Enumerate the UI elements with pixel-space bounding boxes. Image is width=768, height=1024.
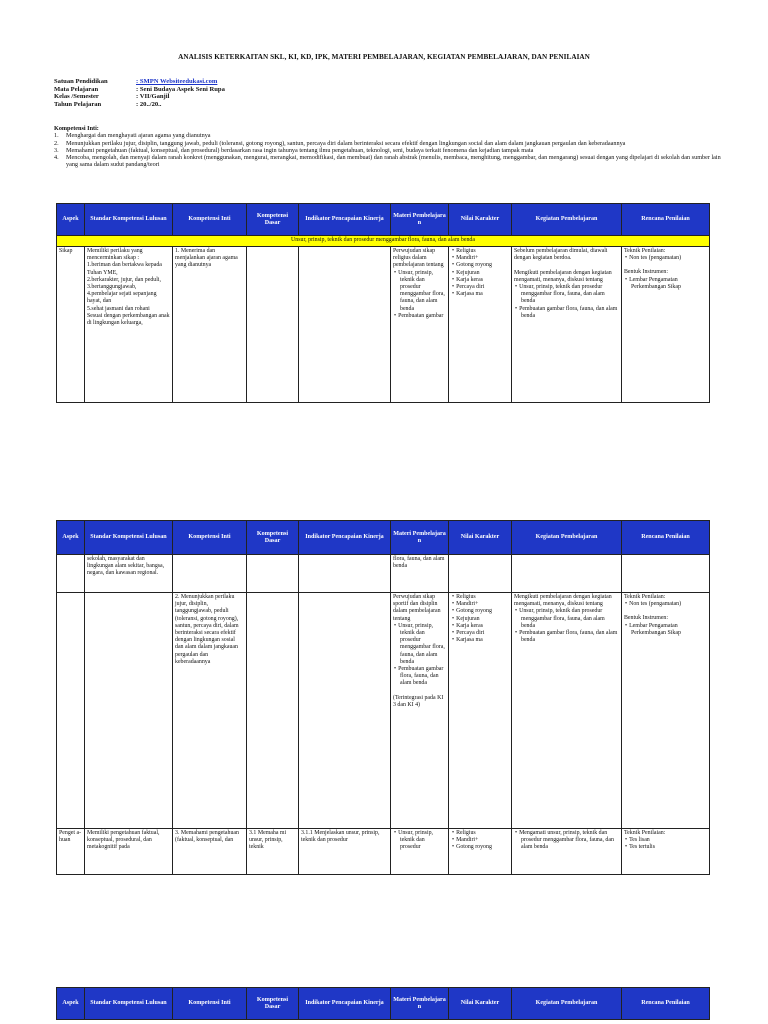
cell-materi: flora, fauna, dan alam benda — [391, 555, 449, 593]
list-item: • Pembuatan gambar flora, fauna, dan alam benda — [521, 630, 619, 644]
list-item: • Karjasa ma — [458, 637, 509, 644]
list-item: • Pembuatan gambar — [400, 313, 446, 320]
cell-nilai — [449, 593, 512, 829]
cell-penilaian — [622, 247, 710, 403]
analysis-table-1 — [56, 203, 710, 403]
cell-nilai — [449, 247, 512, 403]
cell-ki: 2. Menunjukkan perilaku jujur, disiplin, tanggungjawab, peduli (toleransi, gotong royong), santun, percaya diri, dalam berinteraksi secara efektif dengan lingkungan sosial dan alam dalam jangkauan pergaulan dan keberadaannya — [173, 593, 247, 829]
col-header-aspek: Aspek — [57, 521, 85, 555]
cell-nilai — [449, 555, 512, 593]
ki-item — [54, 132, 734, 139]
cell-materi — [391, 593, 449, 829]
cell-kd: 3.1 Memaha mi unsur, prinsip, teknik — [247, 829, 299, 875]
col-header-ipk: Indikator Pencapaian Kinerja — [299, 204, 391, 236]
ki-text: Mencoba, mengolah, dan menyaji dalam ranah konkret (menggunakan, mengurai, merangkai, memodifikasi, dan membuat) dan ranah abstrak (menulis, membaca, menghitung, menggambar, dan mengarang) sesuai dengan yang dipelajari di sekolah dan sumber lain yang sama dalam sudut pandang/teori — [66, 154, 721, 169]
cell-materi — [391, 829, 449, 875]
col-header-ipk: Indikator Pencapaian Kinerja — [299, 988, 391, 1020]
list-item: • Tes tertulis — [631, 844, 707, 851]
list-item: • Religius — [458, 248, 509, 255]
cell-kegiatan — [512, 593, 622, 829]
meta-value: : VII/Ganjil — [136, 93, 170, 101]
list-item: • Unsur, prinsip, teknik dan prosedur — [400, 830, 446, 852]
col-header-kegiatan: Kegiatan Pembelajaran — [512, 204, 622, 236]
cell-ki: 1. Menerima dan menjalankan ajaran agama yang dianutnya — [173, 247, 247, 403]
list-item: • Kejujuran — [458, 616, 509, 623]
cell-ipk — [299, 247, 391, 403]
cell-nilai — [449, 829, 512, 875]
list-item: • Mandiri+ — [458, 601, 509, 608]
col-header-kegiatan: Kegiatan Pembelajaran — [512, 521, 622, 555]
meta-label: Tahun Pelajaran — [54, 100, 102, 108]
kompetensi-inti-heading: Kompetensi Inti: — [54, 125, 99, 132]
teknik-label: Teknik Penilaian: — [624, 594, 666, 600]
kompetensi-inti-section — [54, 125, 734, 169]
list-item: • Percaya diri — [458, 284, 509, 291]
ki-text: Menghargai dan menghayati ajaran agama yang dianutnya — [66, 132, 211, 140]
ki-text: Memahami pengetahuan (faktual, konseptual, dan prosedural) berdasarkan rasa ingin tahunya tentang ilmu pengetahuan, teknologi, seni, budaya terkait fenomena dan kejadian tampak mata — [66, 146, 534, 154]
bentuk-list — [624, 277, 707, 291]
list-item: • Lembar Pengamatan Perkembangan Sikap — [631, 623, 707, 637]
teknik-list — [624, 601, 707, 608]
list-item: • Percaya diri — [458, 630, 509, 637]
meta-row — [54, 101, 225, 109]
materi-list — [393, 830, 446, 852]
analysis-table-2 — [56, 520, 710, 875]
list-item: • Unsur, prinsip, teknik dan prosedur menggambar flora, fauna, dan alam benda — [400, 270, 446, 313]
cell-penilaian — [622, 593, 710, 829]
table-header-row — [57, 204, 710, 236]
meta-row — [54, 93, 225, 101]
table-row — [57, 593, 710, 829]
list-item: • Lembar Pengamatan Perkembangan Sikap — [631, 277, 707, 291]
teknik-label: Teknik Penilaian: — [624, 248, 666, 254]
ki-number: 1. — [54, 132, 59, 140]
list-item: • Mandiri+ — [458, 255, 509, 262]
list-item: • Religius — [458, 830, 509, 837]
col-header-ki: Kompetensi Inti — [173, 988, 247, 1020]
col-header-materi: Materi Pembelajara n — [391, 988, 449, 1020]
meta-label: Mata Pelajaran — [54, 85, 99, 93]
kegiatan-intro: Mengikuti pembelajaran dengan kegiatan mengamati, menanya, diskusi tentang — [514, 594, 612, 608]
list-item: • Gotong royong — [458, 608, 509, 615]
cell-aspek — [57, 555, 85, 593]
col-header-kegiatan: Kegiatan Pembelajaran — [512, 988, 622, 1020]
list-item: • Unsur, prinsip, teknik dan prosedur menggambar flora, fauna, dan alam benda — [521, 284, 619, 306]
ki-number: 4. — [54, 154, 59, 162]
cell-skl: sekolah, masyarakat dan lingkungan alam sekitar, bangsa, negara, dan kawasan regional. — [85, 555, 173, 593]
materi-intro: Perwujudan sikap sportif dan disiplin dalam pembelajaran tentang — [393, 594, 441, 622]
materi-intro: Perwujudan sikap religius dalam pembelajaran tentang — [393, 248, 444, 269]
list-item: • Tes lisan — [631, 837, 707, 844]
materi-list — [393, 623, 446, 688]
col-header-nilai: Nilai Karakter — [449, 204, 512, 236]
col-header-nilai: Nilai Karakter — [449, 521, 512, 555]
cell-aspek — [57, 593, 85, 829]
cell-penilaian — [622, 555, 710, 593]
col-header-kd: Kompetensi Dasar — [247, 204, 299, 236]
bentuk-label: Bentuk Instrumen: — [624, 615, 669, 622]
cell-ki — [173, 555, 247, 593]
list-item: • Pembuatan gambar flora, fauna, dan alam benda — [521, 306, 619, 320]
col-header-kd: Kompetensi Dasar — [247, 521, 299, 555]
list-item: • Religius — [458, 594, 509, 601]
teknik-list — [624, 255, 707, 262]
meta-row — [54, 78, 225, 86]
cell-kegiatan — [512, 555, 622, 593]
meta-value: : Seni Budaya Aspek Seni Rupa — [136, 85, 225, 93]
kegiatan-intro: Sebelum pembelajaran dimulai, diawali dengan kegiatan berdoa. Mengikuti pembelajaran dengan kegiatan mengamati, menanya, diskusi tentang — [514, 248, 612, 283]
col-header-nilai: Nilai Karakter — [449, 988, 512, 1020]
cell-skl: Memiliki pengetahuan faktual, konseptual, prosedural, dan metakognitif pada — [85, 829, 173, 875]
table-header-row — [57, 521, 710, 555]
cell-kd — [247, 555, 299, 593]
col-header-kd: Kompetensi Dasar — [247, 988, 299, 1020]
ki-item — [54, 147, 734, 154]
ki-item — [54, 140, 734, 147]
cell-ipk: 3.1.1 Menjelaskan unsur, prinsip, teknik dan prosedur — [299, 829, 391, 875]
kegiatan-list — [514, 608, 619, 644]
topic-band-row — [57, 236, 710, 247]
col-header-skl: Standar Kompetensi Lulusan — [85, 988, 173, 1020]
bentuk-label: Bentuk Instrumen: — [624, 269, 669, 276]
ki-number: 2. — [54, 139, 59, 147]
col-header-aspek: Aspek — [57, 204, 85, 236]
materi-list — [393, 270, 446, 320]
cell-aspek: Sikap — [57, 247, 85, 403]
bentuk-list — [624, 623, 707, 637]
cell-ipk — [299, 593, 391, 829]
col-header-materi: Materi Pembelajara n — [391, 521, 449, 555]
col-header-skl: Standar Kompetensi Lulusan — [85, 521, 173, 555]
col-header-ki: Kompetensi Inti — [173, 204, 247, 236]
cell-aspek: Penget a-huan — [57, 829, 85, 875]
nilai-list — [451, 830, 509, 852]
materi-note: (Terintegrasi pada KI 3 dan KI 4) — [393, 694, 444, 708]
table-row — [57, 829, 710, 875]
table-header-row — [57, 988, 710, 1020]
list-item: • Non tes (pengamatan) — [631, 255, 707, 262]
school-link[interactable]: : SMPN Websiteedukasi.com — [136, 78, 218, 85]
list-item: • Pembuatan gambar flora, fauna, dan alam benda — [400, 666, 446, 688]
list-item: • Karjasa ma — [458, 291, 509, 298]
topic-band: Unsur, prinsip, teknik dan prosedur menggambar flora, fauna, dan alam benda — [57, 236, 710, 247]
col-header-ki: Kompetensi Inti — [173, 521, 247, 555]
list-item: • Gotong royong — [458, 262, 509, 269]
table-row — [57, 247, 710, 403]
ki-item — [54, 154, 734, 169]
list-item: • Karja keras — [458, 277, 509, 284]
list-item: • Unsur, prinsip, teknik dan prosedur menggambar flora, fauna, dan alam benda — [521, 608, 619, 630]
col-header-aspek: Aspek — [57, 988, 85, 1020]
nilai-list — [451, 248, 509, 298]
kegiatan-list — [514, 830, 619, 852]
list-item: • Mandiri+ — [458, 837, 509, 844]
list-item: • Mengamati unsur, prinsip, teknik dan prosedur menggambar flora, fauna, dan alam benda — [521, 830, 619, 852]
document-title: ANALISIS KETERKAITAN SKL, KI, KD, IPK, MATERI PEMBELAJARAN, KEGIATAN PEMBELAJARAN, DAN PENILAIAN — [178, 53, 590, 61]
col-header-penilaian: Rencana Penilaian — [622, 521, 710, 555]
table-row — [57, 555, 710, 593]
cell-kegiatan — [512, 829, 622, 875]
cell-skl — [85, 593, 173, 829]
list-item: • Kejujuran — [458, 270, 509, 277]
cell-kd — [247, 593, 299, 829]
cell-kd — [247, 247, 299, 403]
identity-block — [54, 78, 225, 108]
meta-label: Kelas /Semester — [54, 93, 99, 101]
cell-skl: Memiliki perilaku yang mencerminkan sikap : 1.beriman dan bertakwa kepada Tuhan YME, 2.berkarakter, jujur, dan peduli, 3.bertanggungjawab, 4.pembelajar sejati sepanjang hayat, dan 5.sehat jasmani dan rohani Sesuai dengan perkembangan anak di lingkungan keluarga, — [85, 247, 173, 403]
col-header-penilaian: Rencana Penilaian — [622, 204, 710, 236]
cell-kegiatan — [512, 247, 622, 403]
meta-row — [54, 86, 225, 94]
analysis-table-3 — [56, 987, 710, 1020]
meta-label: Satuan Pendidikan — [54, 78, 108, 85]
teknik-label: Teknik Penilaian: — [624, 830, 666, 836]
list-item: • Gotong royong — [458, 844, 509, 851]
col-header-ipk: Indikator Pencapaian Kinerja — [299, 521, 391, 555]
cell-ki: 3. Memahami pengetahuan (faktual, konseptual, dan — [173, 829, 247, 875]
col-header-penilaian: Rencana Penilaian — [622, 988, 710, 1020]
nilai-list — [451, 594, 509, 644]
col-header-materi: Materi Pembelajara n — [391, 204, 449, 236]
kegiatan-list — [514, 284, 619, 320]
cell-ipk — [299, 555, 391, 593]
cell-penilaian — [622, 829, 710, 875]
ki-number: 3. — [54, 146, 59, 154]
list-item: • Unsur, prinsip, teknik dan prosedur menggambar flora, fauna, dan alam benda — [400, 623, 446, 666]
col-header-skl: Standar Kompetensi Lulusan — [85, 204, 173, 236]
meta-value: : 20../20.. — [136, 100, 162, 108]
cell-materi — [391, 247, 449, 403]
ki-text: Menunjukkan perilaku jujur, disiplin, tanggung jawab, peduli (toleransi, gotong royong), santun, percaya diri dalam berinteraksi secara efektif dengan lingkungan social dan alam dalam jangkauan pergaulan dan keberadaannya — [66, 139, 626, 147]
list-item: • Non tes (pengamatan) — [631, 601, 707, 608]
teknik-list — [624, 837, 707, 851]
list-item: • Karja keras — [458, 623, 509, 630]
